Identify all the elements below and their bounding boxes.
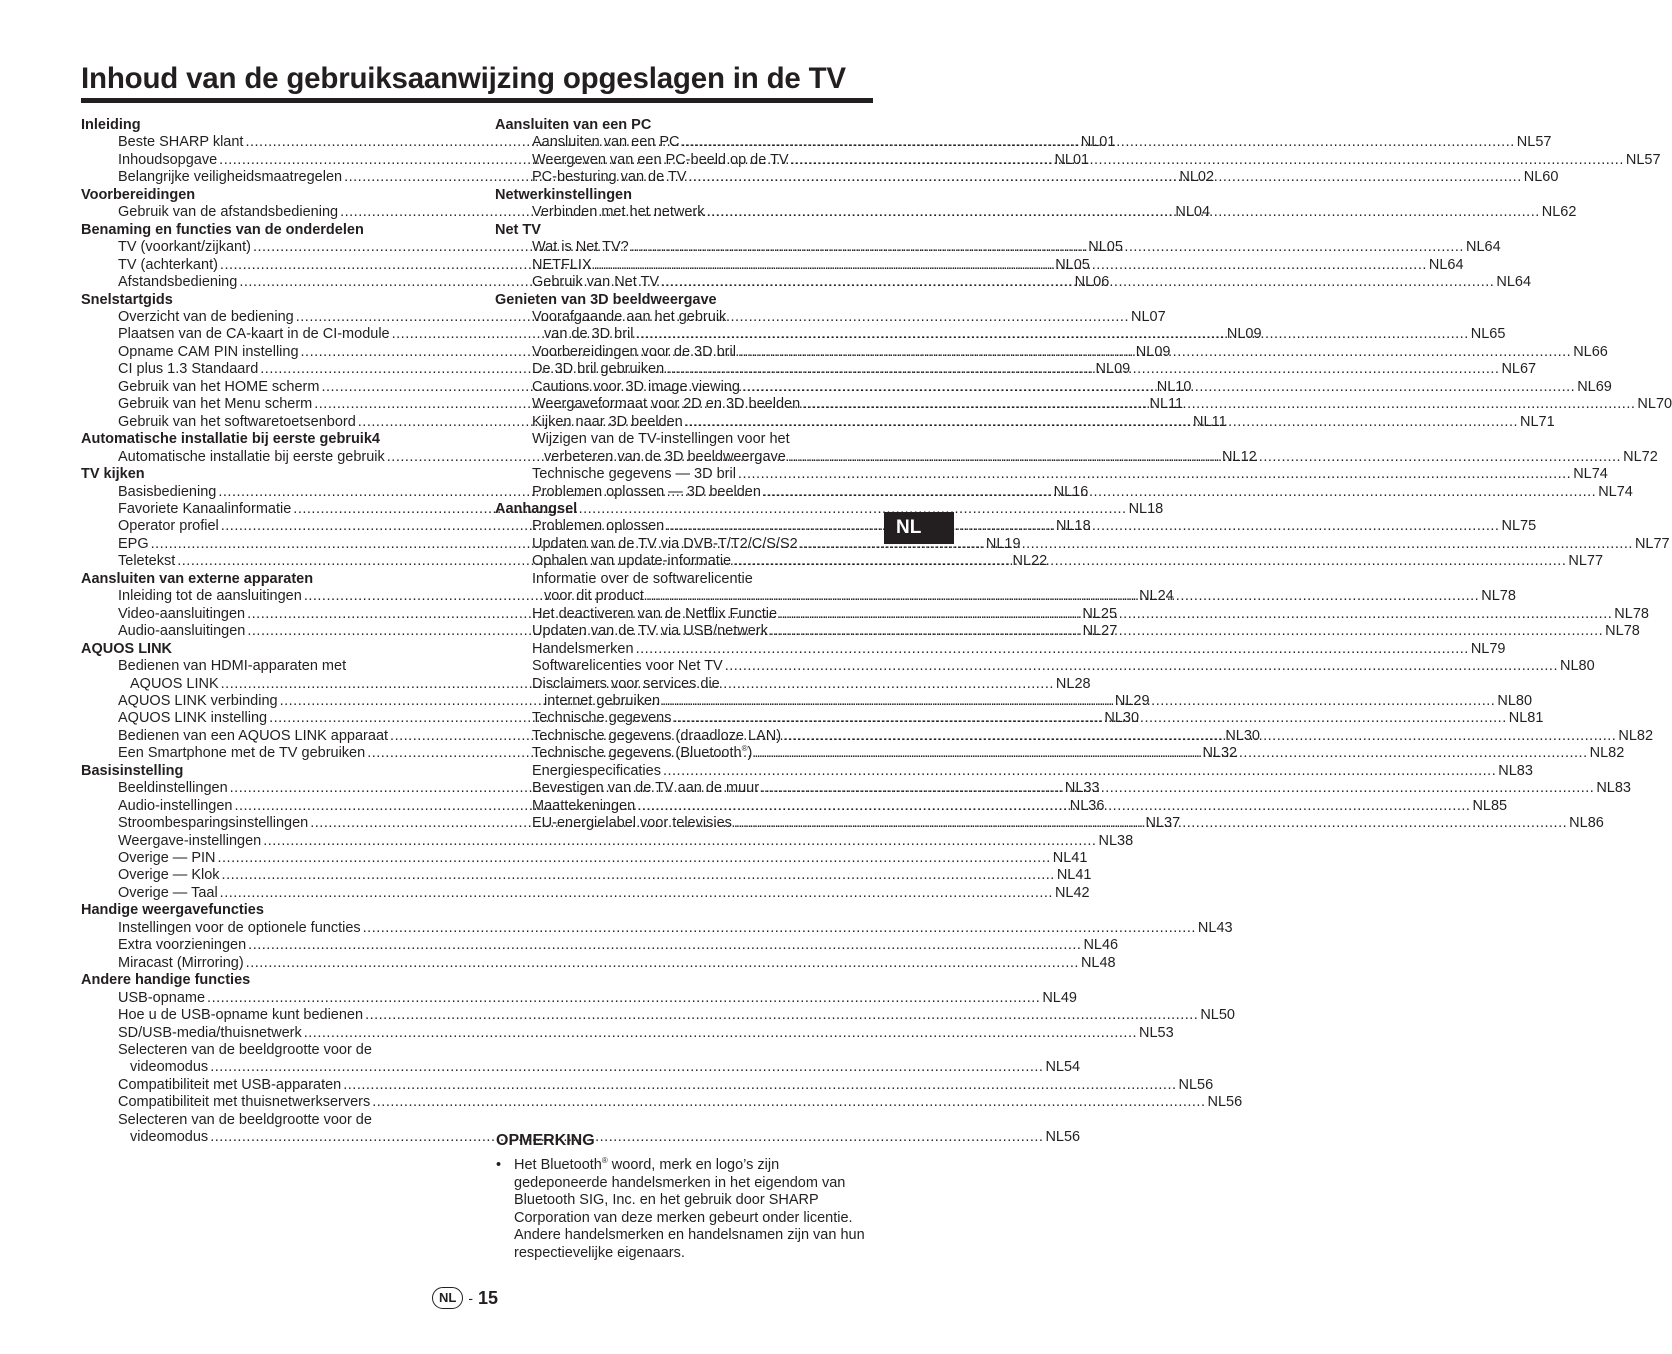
toc-page-number: NL82: [1589, 745, 1625, 762]
toc-entry-label: Belangrijke veiligheidsmaatregelen: [118, 169, 343, 186]
toc-page-number: NL28: [1055, 675, 1091, 692]
toc-entry-label: voor dit product: [544, 588, 644, 605]
dot-leader: [738, 344, 1571, 361]
toc-entry-label: Video-aansluitingen: [118, 605, 246, 622]
toc-entry-label: Stroombesparingsinstellingen: [118, 815, 309, 832]
dot-leader: [207, 990, 1040, 1007]
dot-leader: [210, 1059, 1043, 1076]
dot-leader: [218, 850, 1051, 867]
toc-section-heading: Inleiding: [81, 117, 141, 133]
toc-page-number: NL02: [1179, 169, 1215, 186]
toc-page-number: NL11: [1193, 413, 1227, 430]
language-badge: NL: [432, 1287, 463, 1309]
toc-entry-label: Gebruik van het Menu scherm: [118, 396, 313, 413]
toc-entry-label: Weergaveformaat voor 2D en 3D beelden: [532, 396, 801, 413]
toc-section-heading: Andere handige functies: [81, 972, 251, 989]
toc-entry-label: Een Smartphone met de TV gebruiken: [118, 745, 366, 762]
toc-section-heading: TV kijken: [81, 466, 145, 483]
toc-entry[interactable]: [81, 867, 1092, 884]
toc-page-number: NL83: [1596, 780, 1631, 797]
dot-leader: [662, 693, 1495, 710]
toc-section-heading: Aansluiten van een PC: [495, 117, 652, 133]
toc-entry[interactable]: [81, 884, 1090, 902]
toc-section-heading: Genieten van 3D beeldweergave: [495, 291, 717, 308]
toc-page-number: NL27: [1082, 623, 1118, 640]
dot-leader: [770, 623, 1603, 640]
toc-entry-label: Bedienen van HDMI-apparaten met: [118, 658, 347, 675]
dot-leader: [631, 239, 1464, 256]
toc-page-number: NL01: [1080, 134, 1116, 151]
toc-page-number: NL71: [1520, 413, 1555, 430]
dot-leader: [742, 379, 1575, 396]
toc-entry[interactable]: [81, 1076, 1214, 1094]
dot-leader: [734, 815, 1567, 832]
toc-page-number: NL43: [1197, 919, 1233, 936]
toc-page-number: NL78: [1614, 605, 1649, 622]
toc-section-heading: Basisinstelling: [81, 762, 184, 779]
toc-page-number: NL64: [1465, 239, 1501, 256]
toc-page-number: NL30: [1104, 710, 1140, 727]
toc-entry-label: Wijzigen van de TV-instellingen voor het: [532, 431, 790, 448]
toc-entry-label: Weergeven van een PC-beeld op de TV: [532, 151, 789, 168]
toc-page-number: NL83: [1498, 762, 1533, 779]
toc-page-number: NL04: [1175, 204, 1211, 221]
page-title: Inhoud van de gebruiksaanwijzing opgeslagen in de TV: [81, 62, 846, 95]
toc-page-number: NL78: [1605, 623, 1640, 640]
toc-page-number: NL33: [1064, 780, 1100, 797]
toc-page-number: NL80: [1560, 658, 1595, 675]
toc-entry-label: Wat is Net TV?: [532, 239, 629, 256]
page-number: 15: [478, 1287, 499, 1308]
dot-leader: [365, 1007, 1198, 1024]
toc-page-number: NL38: [1098, 832, 1134, 849]
toc-page-number: NL05: [1055, 256, 1090, 273]
toc-entry-label: De 3D bril gebruiken: [532, 361, 665, 378]
dot-leader: [802, 396, 1635, 413]
dot-leader: [636, 641, 1469, 658]
toc-entry-label: internet gebruiken: [544, 692, 661, 709]
toc-page-number: NL62: [1541, 204, 1577, 221]
toc-entry-label: Opname CAM PIN instelling: [118, 343, 299, 360]
toc-section-heading: Aansluiten van externe apparaten: [81, 570, 314, 587]
dot-leader: [372, 1094, 1205, 1111]
toc-entry-label: Technische gegevens (Bluetooth®): [532, 744, 753, 762]
dot-leader: [210, 1129, 1043, 1146]
toc-page-number: NL41: [1056, 867, 1092, 884]
toc-entry[interactable]: [495, 466, 1608, 483]
toc-entry-label: Handelsmerken: [532, 640, 634, 657]
dot-leader: [791, 152, 1624, 169]
toc-entry-label: Teletekst: [118, 553, 176, 570]
toc-page-number: NL72: [1623, 448, 1658, 465]
toc-entry-label: TV (achterkant): [118, 256, 218, 273]
toc-entry[interactable]: [81, 850, 1088, 867]
toc-page-number: NL29: [1114, 692, 1150, 709]
dot-leader: [646, 588, 1479, 605]
toc-entry[interactable]: [81, 989, 1077, 1007]
toc-entry-label: Weergave-instellingen: [118, 832, 262, 849]
toc-entry-label: Bevestigen van de TV aan de muur: [532, 780, 760, 797]
toc-entry-label: Energiespecificaties: [532, 762, 661, 779]
dot-leader: [779, 606, 1612, 623]
toc-page-number: NL16: [1053, 483, 1089, 500]
toc-entry-label: Favoriete Kanaalinformatie: [118, 500, 292, 517]
dot-leader: [263, 833, 1096, 850]
toc-page-number: NL81: [1508, 710, 1544, 727]
toc-entry-label: Automatische installatie bij eerste gebruik: [118, 448, 385, 465]
toc-entry-label: NETFLIX: [532, 256, 592, 273]
toc-page-number: NL12: [1222, 448, 1257, 465]
toc-page-number: NL57: [1625, 151, 1661, 168]
toc-page-number: NL09: [1095, 361, 1131, 378]
toc-entry-label: PC-besturing van de TV: [532, 169, 687, 186]
toc-entry-label: Gebruik van het softwaretoetsenbord: [118, 413, 356, 430]
dot-leader: [637, 798, 1470, 815]
toc-page-number: NL11: [1149, 396, 1184, 413]
toc-page-number: NL53: [1139, 1024, 1174, 1041]
toc-page-number: NL69: [1577, 378, 1612, 395]
toc-page-number: NL25: [1082, 605, 1118, 622]
dot-leader: [725, 658, 1558, 675]
toc-entry-label: AQUOS LINK verbinding: [118, 692, 278, 709]
toc-entry-label: Aansluiten van een PC: [532, 134, 680, 151]
dot-leader: [673, 710, 1506, 727]
toc-entry-label: Problemen oplossen — 3D beelden: [532, 483, 761, 500]
toc-entry-label: Bedienen van een AQUOS LINK apparaat: [118, 727, 389, 744]
toc-entry-label: Updaten van de TV via USB/netwerk: [532, 623, 768, 640]
note-heading: OPMERKING: [496, 1132, 595, 1149]
toc-section-heading: Benaming en functies van de onderdelen: [81, 221, 364, 238]
toc-entry-label: Voorafgaande aan het gebruik: [532, 308, 727, 325]
toc-page-number: NL18: [1128, 500, 1164, 517]
toc-entry-label: Compatibiliteit met USB-apparaten: [118, 1076, 342, 1093]
toc-entry-label: Beeldinstellingen: [118, 780, 228, 797]
toc-page-number: NL42: [1054, 884, 1090, 901]
note-body: [496, 1157, 876, 1262]
dot-leader: [733, 553, 1566, 570]
toc-page-number: NL09: [1226, 326, 1262, 343]
toc-entry-label: videomodus: [130, 1059, 209, 1076]
toc-page-number: NL67: [1501, 361, 1537, 378]
toc-entry-label: Gebruik van Net TV: [532, 274, 660, 291]
toc-entry-label: TV (voorkant/zijkant): [118, 239, 251, 256]
toc-entry-label: videomodus: [130, 1129, 209, 1146]
toc-entry-label: SD/USB-media/thuisnetwerk: [118, 1024, 302, 1041]
toc-page-number: NL57: [1516, 134, 1552, 151]
toc-entry-label: Basisbediening: [118, 483, 217, 500]
toc-entry-label: Extra voorzieningen: [118, 937, 247, 954]
toc-entry-label: Hoe u de USB-opname kunt bedienen: [118, 1007, 364, 1024]
toc-entry-label: Technische gegevens (draadloze LAN): [532, 727, 782, 744]
toc-entry-label: Updaten van de TV via DVB-T/T2/C/S/S2: [532, 535, 798, 552]
dot-leader: [246, 955, 1079, 972]
toc-entry-label: Selecteren van de beeldgrootte voor de: [118, 1042, 372, 1059]
toc-entry-label: Inleiding tot de aansluitingen: [118, 588, 302, 605]
toc-entry[interactable]: [81, 1094, 1243, 1111]
toc-page-number: NL41: [1052, 850, 1088, 867]
toc-page-number: NL36: [1069, 797, 1105, 814]
toc-entry-label: Overzicht van de bediening: [118, 308, 294, 325]
toc-page-number: NL19: [985, 535, 1021, 552]
toc-entry-label: AQUOS LINK instelling: [118, 710, 268, 727]
dot-leader: [763, 484, 1596, 501]
toc-entry-label: CI plus 1.3 Standaard: [118, 361, 259, 378]
toc-page-number: NL66: [1573, 343, 1608, 360]
dot-leader: [220, 885, 1053, 902]
toc-entry-label: Gebruik van de afstandsbediening: [118, 204, 339, 221]
toc-page-number: NL82: [1618, 727, 1654, 744]
toc-entry[interactable]: [81, 954, 1116, 972]
toc-section-heading: Snelstartgids: [81, 291, 173, 308]
toc-page-number: NL86: [1569, 815, 1604, 832]
toc-page-number: NL46: [1083, 937, 1119, 954]
toc-page-number: NL85: [1472, 797, 1508, 814]
dot-leader: [343, 1077, 1176, 1094]
toc-entry-label: verbeteren van de 3D beeldweergave: [544, 448, 786, 465]
toc-page-number: NL22: [1012, 553, 1048, 570]
toc-page-number: NL78: [1481, 588, 1516, 605]
toc-page-number: NL79: [1470, 640, 1506, 657]
toc-page-number: NL56: [1178, 1076, 1214, 1093]
toc-entry-label: Overige — Klok: [118, 867, 220, 884]
toc-entry-label: Voorbereidingen voor de 3D bril: [532, 343, 736, 360]
toc-entry-label: Audio-aansluitingen: [118, 623, 246, 640]
dot-leader: [788, 449, 1621, 466]
toc-page-number: NL24: [1139, 588, 1174, 605]
toc-page-number: NL77: [1634, 535, 1670, 552]
toc-entry[interactable]: [81, 832, 1134, 850]
toc-entry-label: Maattekeningen: [532, 797, 636, 814]
toc-page-number: NL80: [1497, 692, 1533, 709]
toc-section-heading: Aanhangsel: [495, 500, 578, 517]
toc-entry-label: Technische gegevens: [532, 710, 672, 727]
toc-entry[interactable]: [81, 1007, 1235, 1024]
dot-leader: [304, 1025, 1137, 1042]
toc-page-number: NL07: [1131, 308, 1166, 325]
toc-section-heading: Voorbereidingen: [81, 186, 196, 203]
dot-leader: [363, 920, 1196, 937]
dot-leader: [666, 361, 1499, 378]
dot-leader: [761, 780, 1594, 797]
page-footer: [432, 1287, 498, 1309]
footer-separator: -: [468, 1290, 474, 1306]
toc-page-number: NL32: [1202, 745, 1238, 762]
toc-page-number: NL75: [1501, 518, 1537, 535]
toc-entry[interactable]: [81, 1059, 1081, 1076]
toc-page-number: NL54: [1045, 1059, 1081, 1076]
toc-entry-label: Kijken naar 3D beelden: [532, 413, 683, 430]
toc-entry-label: Disclaimers voor services die: [532, 675, 720, 692]
dot-leader: [688, 169, 1521, 186]
dot-leader: [594, 257, 1427, 274]
toc-entry-label: Afstandsbediening: [118, 274, 238, 291]
toc-entry-label: Verbinden met het netwerk: [532, 204, 705, 221]
dot-leader: [707, 204, 1540, 221]
toc-page-number: NL05: [1088, 239, 1123, 256]
toc-page-number: NL60: [1523, 169, 1559, 186]
toc-page-number: NL18: [1056, 518, 1091, 535]
toc-page-number: NL09: [1135, 343, 1171, 360]
dot-leader: [222, 867, 1055, 884]
title-underline: [81, 98, 873, 103]
dot-leader: [783, 728, 1616, 745]
toc-section-heading: AQUOS LINK: [81, 640, 173, 657]
toc-entry-label: Inhoudsopgave: [118, 151, 218, 168]
toc-page-number: NL70: [1637, 396, 1672, 413]
toc-entry[interactable]: [495, 640, 1506, 658]
dot-leader: [666, 518, 1499, 535]
dot-leader: [248, 937, 1081, 954]
toc-page-number: NL56: [1045, 1129, 1081, 1146]
toc-page-number: NL64: [1496, 274, 1532, 291]
toc-page-number: NL30: [1225, 727, 1260, 744]
dot-leader: [754, 745, 1587, 762]
toc-page-number: NL10: [1156, 378, 1192, 395]
toc-page-number: NL49: [1042, 989, 1077, 1006]
toc-page-number: NL06: [1074, 274, 1110, 291]
toc-entry-label: Compatibiliteit met thuisnetwerkservers: [118, 1094, 371, 1111]
dot-leader: [682, 134, 1515, 151]
toc-entry[interactable]: [81, 919, 1233, 937]
toc-entry-label: Het deactiveren van de Netflix Functie: [532, 605, 778, 622]
toc-section-heading: Handige weergavefuncties: [81, 902, 264, 919]
toc-entry-label: Cautions voor 3D image viewing: [532, 378, 740, 395]
toc-page-number: NL48: [1080, 954, 1116, 971]
toc-entry-label: Miracast (Mirroring): [118, 954, 244, 971]
note-text: Het Bluetooth® woord, merk en logo’s zijn gedeponeerde handelsmerken in het eigendom van Bluetooth SIG, Inc. en het gebruik door SHARP Corporation van deze merken gebeurt onder licentie. Andere handelsmerken en handelsnamen zijn van hun respectievelijke eigenaars.: [514, 1156, 865, 1261]
toc-page-number: NL01: [1054, 151, 1090, 168]
toc-entry[interactable]: [495, 658, 1595, 675]
toc-entry-label: EU-energielabel voor televisies: [532, 815, 732, 832]
toc-entry-label: Softwarelicenties voor Net TV: [532, 658, 723, 675]
dot-leader: [661, 274, 1494, 291]
toc-entry-label: EPG: [118, 535, 149, 552]
toc-entry-label: Problemen oplossen: [532, 518, 665, 535]
toc-entry[interactable]: [81, 937, 1119, 954]
toc-entry-label: Beste SHARP klant: [118, 134, 244, 151]
dot-leader: [738, 466, 1571, 483]
toc-entry-label: Selecteren van de beeldgrootte voor de: [118, 1111, 372, 1128]
toc-entry-label: Technische gegevens — 3D bril: [532, 466, 736, 483]
bullet-icon: •: [496, 1157, 502, 1173]
toc-entry-label: van de 3D bril: [544, 326, 634, 343]
toc-page-number: NL50: [1200, 1007, 1235, 1024]
toc-entry-label: Overige — Taal: [118, 884, 218, 901]
toc-entry-label: Gebruik van het HOME scherm: [118, 378, 320, 395]
toc-page-number: NL77: [1568, 553, 1604, 570]
toc-entry[interactable]: [81, 1024, 1174, 1042]
toc-entry-label: Overige — PIN: [118, 850, 216, 867]
toc-page-number: NL65: [1470, 326, 1506, 343]
toc-entry-label: Ophalen van update-informatie: [532, 553, 732, 570]
toc-entry-label: Operator profiel: [118, 518, 219, 535]
toc-page-number: NL74: [1598, 483, 1633, 500]
toc-entry-label: Instellingen voor de optionele functies: [118, 919, 361, 936]
dot-leader: [635, 326, 1468, 343]
language-tab: NL: [884, 512, 954, 544]
toc-entry-label: Audio-instellingen: [118, 797, 233, 814]
toc-section-heading: Automatische installatie bij eerste gebruik4: [81, 431, 380, 448]
toc-entry-label: USB-opname: [118, 989, 206, 1006]
toc-entry-label: Informatie over de softwarelicentie: [532, 570, 753, 587]
toc-entry-label: Plaatsen van de CA-kaart in de CI-module: [118, 326, 390, 343]
toc-page-number: NL37: [1145, 815, 1181, 832]
toc-entry-label: AQUOS LINK: [130, 675, 219, 692]
dot-leader: [685, 414, 1518, 431]
toc-section-heading: Netwerkinstellingen: [495, 186, 632, 203]
toc-page-number: NL56: [1207, 1094, 1243, 1111]
toc-section-heading: Net TV: [495, 221, 541, 238]
toc-page-number: NL64: [1428, 256, 1464, 273]
toc-entry[interactable]: [495, 762, 1533, 780]
dot-leader: [663, 763, 1496, 780]
toc-page-number: NL74: [1573, 466, 1608, 483]
